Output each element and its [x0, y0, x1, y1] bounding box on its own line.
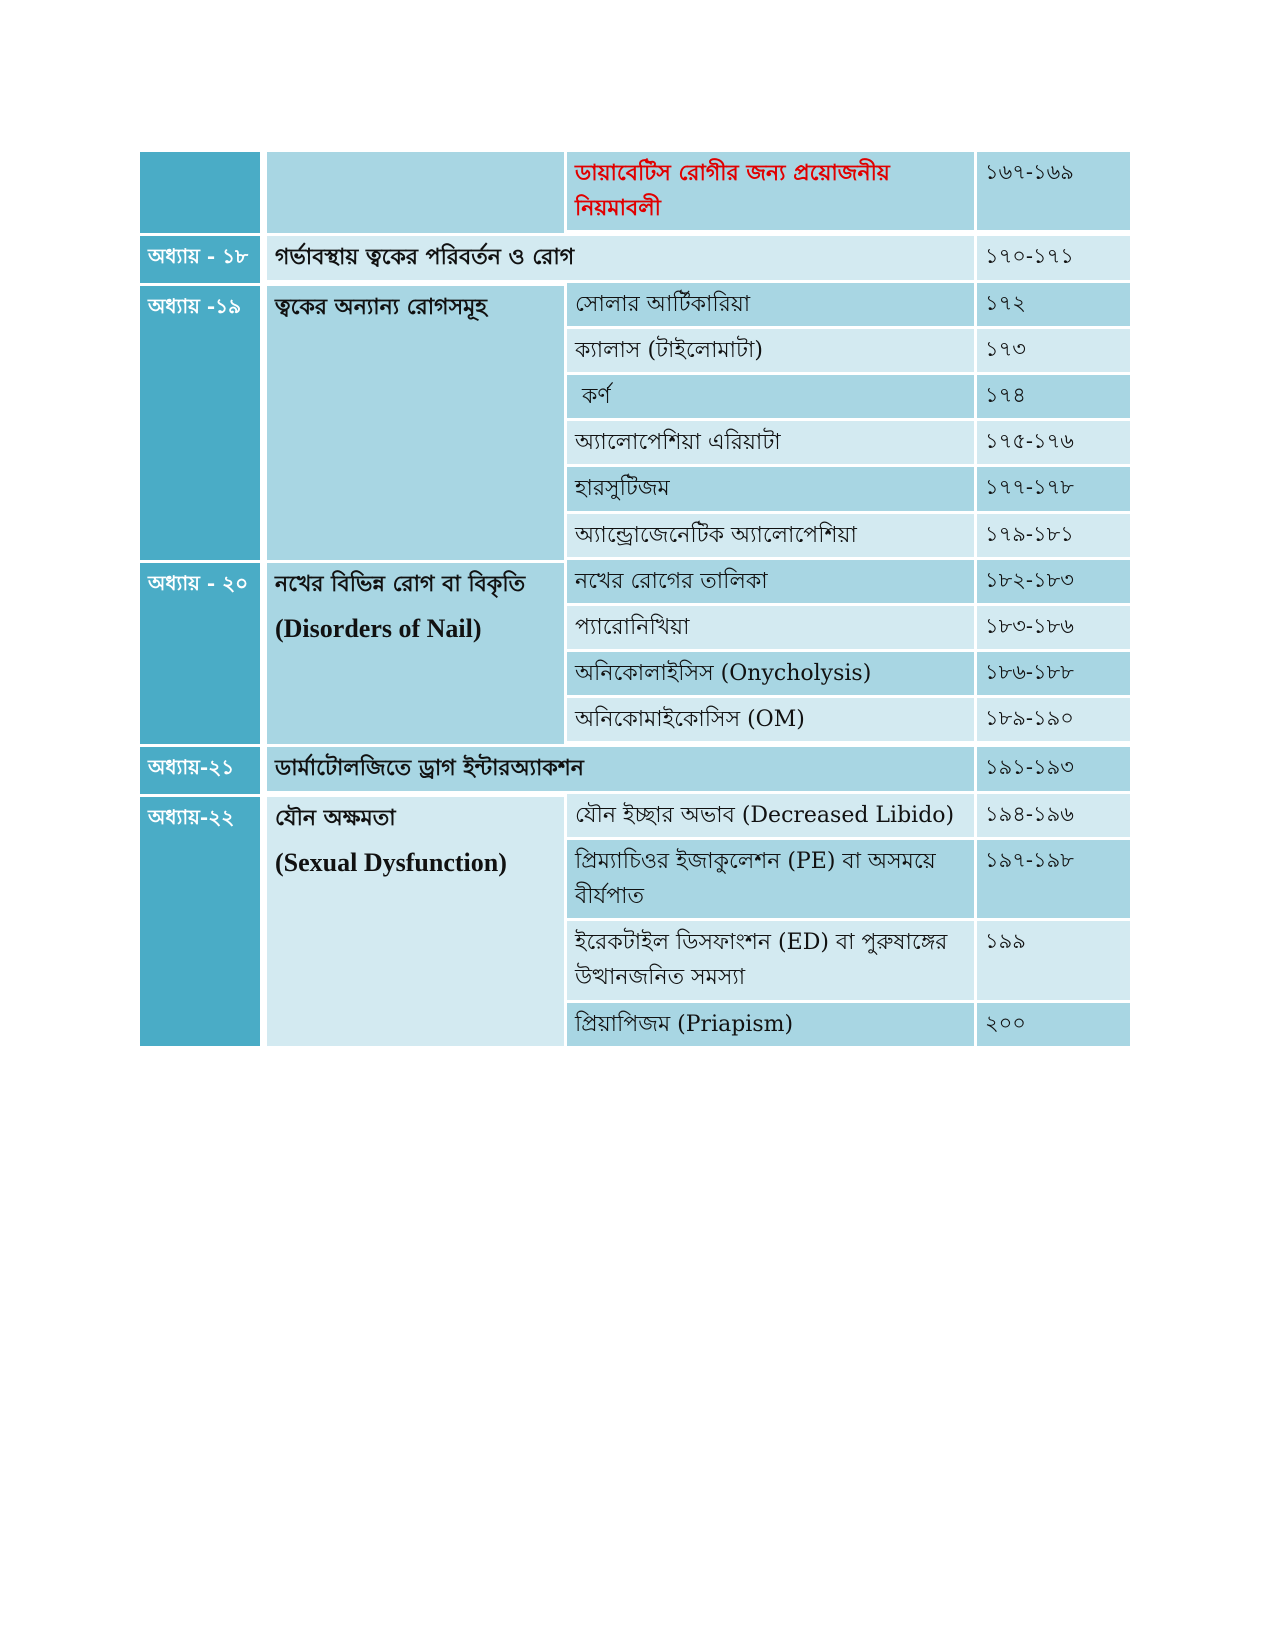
topic-cell: ডায়াবেটিস রোগীর জন্য প্রয়োজনীয় নিয়মাবলী	[567, 152, 977, 233]
chapter-label: অধ্যায় -১৯	[140, 283, 267, 560]
page-range: ১৮৬-১৮৮	[977, 652, 1130, 698]
topic-cell: ক্যালাস (টাইলোমাটা)	[567, 329, 977, 375]
page-range: ১৯৯	[977, 921, 1130, 1002]
table-row	[140, 152, 1130, 233]
table-row	[140, 283, 1130, 329]
chapter-label: অধ্যায় - ২০	[140, 560, 267, 745]
page-range: ১৮৯-১৯০	[977, 698, 1130, 744]
page-range: ১৭২	[977, 283, 1130, 329]
section-title-english: (Disorders of Nail)	[275, 613, 482, 643]
page-range: ১৮৩-১৮৬	[977, 606, 1130, 652]
topic-cell: প্রিয়াপিজম (Priapism)	[567, 1003, 977, 1046]
section-title: যৌন অক্ষমতা	[275, 804, 396, 831]
section-cell	[267, 794, 567, 1046]
page-range: ১৭৭-১৭৮	[977, 467, 1130, 513]
chapter-label: অধ্যায়-২১	[140, 744, 267, 793]
page-range: ১৭৩	[977, 329, 1130, 375]
page-range: ১৯৭-১৯৮	[977, 840, 1130, 921]
table-row	[140, 560, 1130, 606]
section-cell	[267, 152, 567, 233]
page-range: ১৭৯-১৮১	[977, 514, 1130, 560]
page-range: ১৯১-১৯৩	[977, 744, 1130, 793]
chapter-cell	[140, 152, 267, 233]
topic-cell: অনিকোলাইসিস (Onycholysis)	[567, 652, 977, 698]
page-range: ২০০	[977, 1003, 1130, 1046]
section-title: গর্ভাবস্থায় ত্বকের পরিবর্তন ও রোগ	[267, 233, 977, 282]
section-title: ডার্মাটোলজিতে ড্রাগ ইন্টারঅ্যাকশন	[267, 744, 977, 793]
page-range: ১৯৪-১৯৬	[977, 794, 1130, 840]
section-title-english: (Sexual Dysfunction)	[275, 847, 507, 877]
section-title: নখের বিভিন্ন রোগ বা বিকৃতি	[275, 570, 526, 597]
chapter-label: অধ্যায় - ১৮	[140, 233, 267, 282]
topic-cell: প্রিম্যাচিওর ইজাকুলেশন (PE) বা অসময়ে বীর্যপাত	[567, 840, 977, 921]
page-range: ১৭৪	[977, 375, 1130, 421]
section-cell	[267, 560, 567, 745]
chapter-label: অধ্যায়-২২	[140, 794, 267, 1046]
table-of-contents	[140, 152, 1130, 1046]
topic-cell: অনিকোমাইকোসিস (OM)	[567, 698, 977, 744]
table-row	[140, 233, 1130, 282]
page-range: ১৭৫-১৭৬	[977, 421, 1130, 467]
topic-cell: হারসুটিজম	[567, 467, 977, 513]
topic-cell: যৌন ইচ্ছার অভাব (Decreased Libido)	[567, 794, 977, 840]
page-range: ১৮২-১৮৩	[977, 560, 1130, 606]
page-range: ১৬৭-১৬৯	[977, 152, 1130, 233]
section-title: ত্বকের অন্যান্য রোগসমূহ	[267, 283, 567, 560]
page-range: ১৭০-১৭১	[977, 233, 1130, 282]
table-row	[140, 794, 1130, 840]
topic-cell: ইরেকটাইল ডিসফাংশন (ED) বা পুরুষাঙ্গের উত্থানজনিত সমস্যা	[567, 921, 977, 1002]
topic-cell: অ্যালোপেশিয়া এরিয়াটা	[567, 421, 977, 467]
topic-cell: নখের রোগের তালিকা	[567, 560, 977, 606]
topic-cell: কর্ণ	[567, 375, 977, 421]
topic-cell: অ্যান্ড্রোজেনেটিক অ্যালোপেশিয়া	[567, 514, 977, 560]
topic-cell: সোলার আর্টিকারিয়া	[567, 283, 977, 329]
topic-cell: প্যারোনিখিয়া	[567, 606, 977, 652]
toc-table	[140, 152, 1130, 1046]
table-row	[140, 744, 1130, 793]
